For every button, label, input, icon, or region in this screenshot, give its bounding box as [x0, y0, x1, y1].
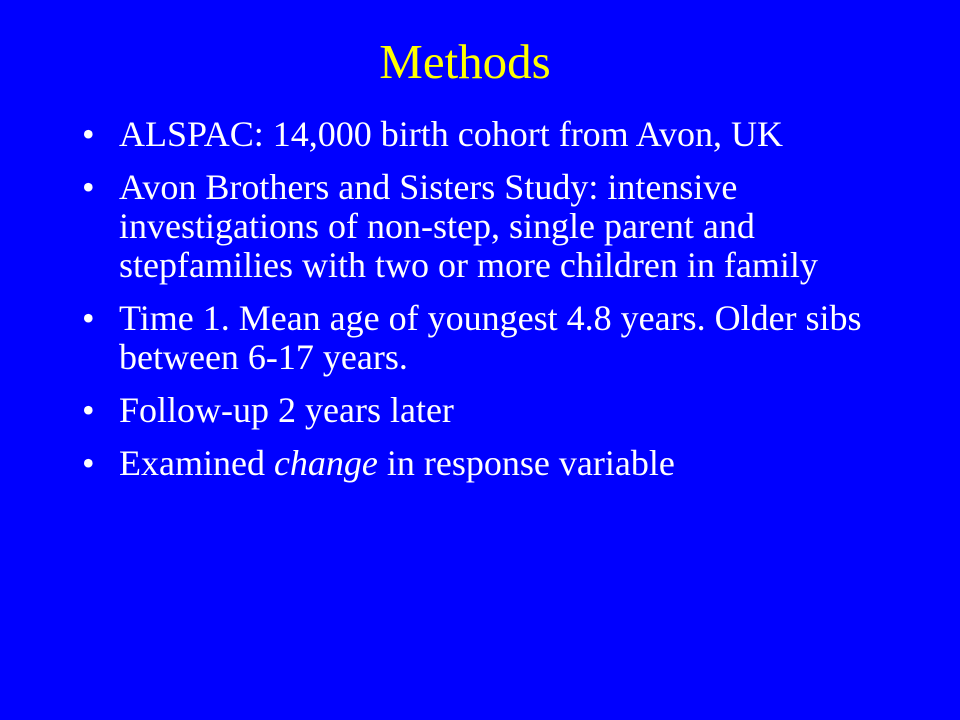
- bullet-item-time-1: [82, 299, 882, 377]
- bullet-text: Avon Brothers and Sisters Study: intensive investigations of non-step, single parent and stepfamilies with two or more children in family: [119, 167, 818, 285]
- bullet-marker: •: [82, 114, 95, 154]
- bullet-marker: •: [82, 167, 95, 207]
- slide-title: Methods: [379, 34, 551, 89]
- bullet-list: [82, 115, 882, 497]
- bullet-text-suffix: in response variable: [377, 443, 675, 483]
- bullet-text: [119, 444, 882, 483]
- bullet-text-prefix: Examined: [119, 443, 274, 483]
- bullet-text: Time 1. Mean age of youngest 4.8 years. Older sibs between 6-17 years.: [119, 298, 862, 377]
- emphasis-change: change: [273, 443, 378, 483]
- bullet-marker: •: [82, 298, 95, 338]
- bullet-text: ALSPAC: 14,000 birth cohort from Avon, UK: [119, 114, 784, 154]
- bullet-item-examined-change: [82, 444, 882, 483]
- bullet-text: Follow-up 2 years later: [119, 390, 454, 430]
- bullet-item-avon-study: [82, 168, 882, 285]
- bullet-item-alspac: [82, 115, 882, 154]
- bullet-marker: •: [82, 443, 95, 483]
- bullet-item-follow-up: [82, 391, 882, 430]
- bullet-marker: •: [82, 390, 95, 430]
